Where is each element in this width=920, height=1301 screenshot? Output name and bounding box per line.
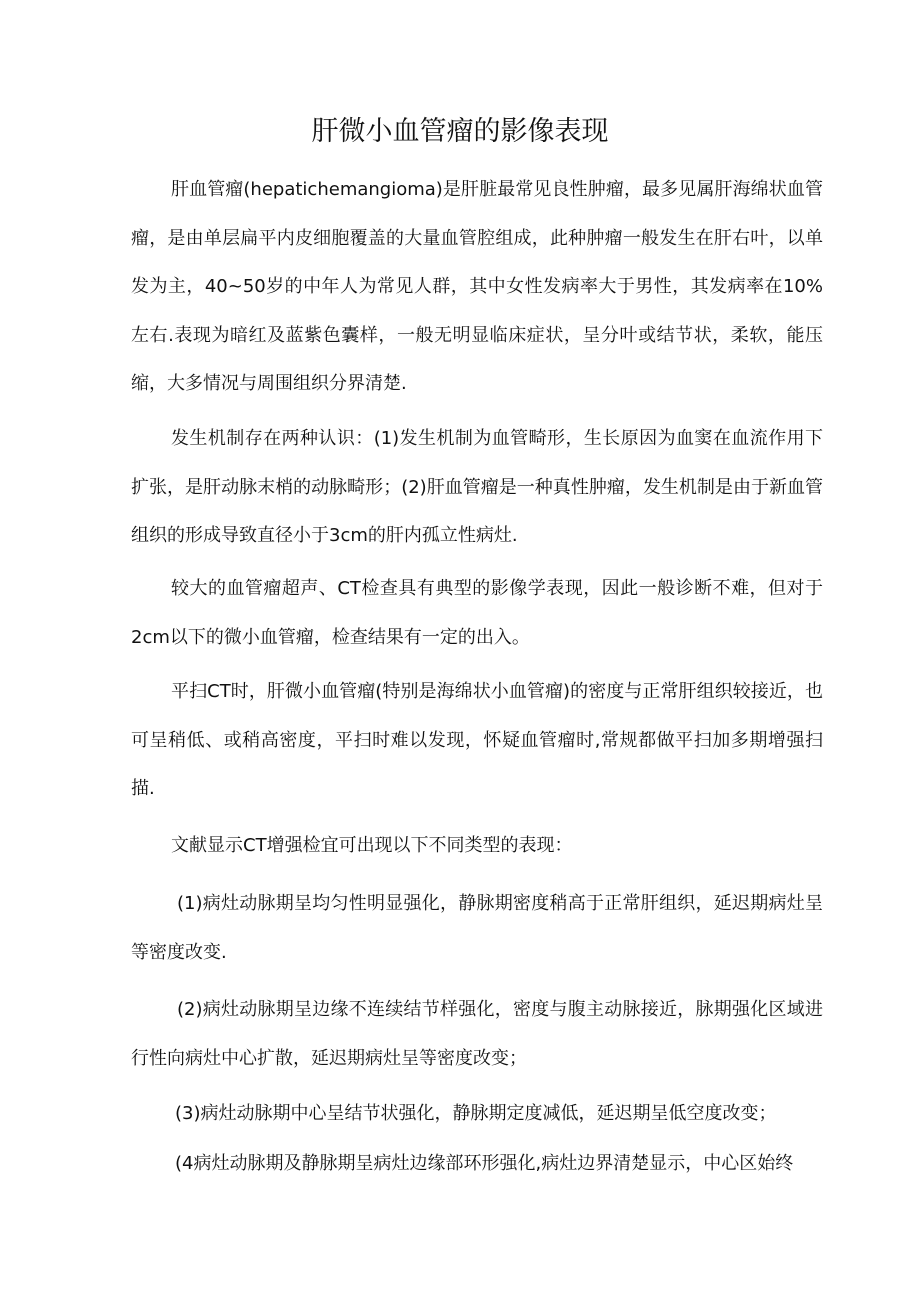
- list-item-type-2: (2)病灶动脉期呈边缘不连续结节样强化，密度与腹主动脉接近，脉期强化区域进行性向病灶中心扩散，延迟期病灶呈等密度改变；: [131, 999, 823, 1069]
- paragraph-definition: 肝血管瘤(hepatichemangioma)是肝脏最常见良性肿瘤，最多见属肝海绵状血管瘤，是由单层扁平内皮细胞覆盖的大量血管腔组成，此种肿瘤一般发生在肝右叶，以单发为主，40~50岁的中年人为常见人群，其中女性发病率大于男性，其发病率在10%左右.表现为暗红及蓝紫色囊样，一般无明显临床症状，呈分叶或结节状，柔软，能压缩，大多情况与周围组织分界清楚.: [131, 179, 823, 394]
- paragraph-mechanism: 发生机制存在两种认识：(1)发生机制为血管畸形，生长原因为血窦在血流作用下扩张，是肝动脉末梢的动脉畸形；(2)肝血管瘤是一种真性肿瘤，发生机制是由于新血管组织的形成导致直径小于3cm的肝内孤立性病灶.: [131, 428, 823, 546]
- list-item-type-3: (3)病灶动脉期中心呈结节状强化，静脉期定度减低，延迟期呈低空度改变；: [175, 1103, 777, 1124]
- paragraph-plain-ct: 平扫CT时，肝微小血管瘤(特别是海绵状小血管瘤)的密度与正常肝组织较接近，也可呈稍低、或稍高密度，平扫时难以发现，怀疑血管瘤时,常规都做平扫加多期增强扫描.: [131, 681, 823, 799]
- paragraph-diagnosis: 较大的血管瘤超声、CT检查具有典型的影像学表现，因此一般诊断不难，但对于2cm以下的微小血管瘤，检查结果有一定的出入。: [131, 578, 823, 648]
- list-item-type-4: (4病灶动脉期及静脉期呈病灶边缘部环形强化,病灶边界清楚显示，中心区始终: [175, 1153, 794, 1174]
- paragraph-enhanced-ct-intro: 文献显示CT增强检宜可出现以下不同类型的表现：: [171, 835, 573, 856]
- list-item-type-1: (1)病灶动脉期呈均匀性明显强化，静脉期密度稍高于正常肝组织，延迟期病灶呈等密度改变.: [131, 893, 823, 963]
- document-title: 肝微小血管瘤的影像表现: [311, 116, 609, 147]
